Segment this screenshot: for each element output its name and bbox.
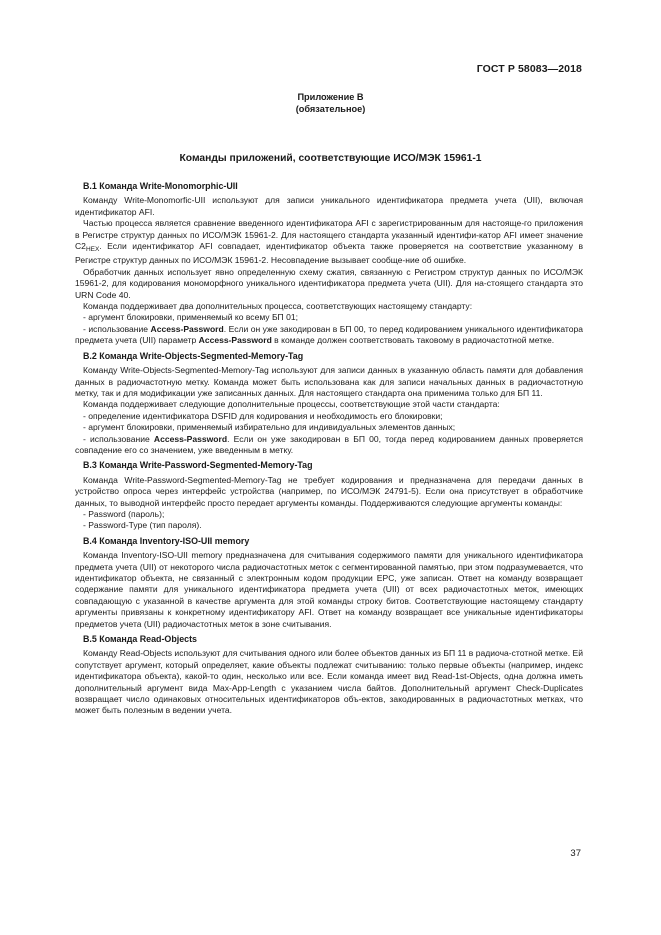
list-item: - Password-Type (тип пароля). xyxy=(83,520,202,531)
document-title: Команды приложений, соответствующие ИСО/МЭК 15961-1 xyxy=(179,153,482,164)
list-item: - определение идентификатора DSFID для кодирования и необходимость его блокировки; xyxy=(83,410,443,421)
paragraph: Команду Write-Objects-Segmented-Memory-Tag используют для записи данных в указанную область памяти для добавления данных в радиочастотную метку. Команда может быть использована как для записи начальных данных в радиочастотную метку, так и для модификации уже записанных данных. Для настоящего стандарта она применима только для БП 11. xyxy=(75,365,583,398)
paragraph: Команду Read-Objects используют для считывания одного или более объектов данных из БП 11 в радиоча-стотной метке. Ей сопутствует аргумент, который определяет, какие объекты подлежат считыванию: только первые объекты (например, индекс идентификатора объекта), какой-то один, несколько или все. Если команда имеет вид Read-1st-Objects, одна должна иметь дополнительный аргумент вида Max-App-Length с указанием числа байтов. Дополнительный аргумент Check-Duplicates возвращает число одинаковых относительных идентификаторов объ-ектов, закодированных в радиочастотных метках, что может быть полезным в ведении учета. xyxy=(75,648,583,716)
paragraph: Обработчик данных использует явно определенную схему сжатия, связанную с Регистром структур данных по ИСО/МЭК 15961-2, для кодирования мономорфного уникального идентификатора предмета учета (UII). Для на-стоящего стандарта это URN Code 40. xyxy=(75,266,583,300)
text-run: . Если идентификатор AFI совпадает, идентификатор объекта также проверяется на соответствие указанному в Регистре структур данных по ИСО/МЭК 15961-2. Несовпадение вызывает сообще-ние об ошибке. xyxy=(75,241,583,266)
paragraph: Команда поддерживает два дополнительных процесса, соответствующих настоящему стандарту: xyxy=(83,301,473,312)
paragraph xyxy=(75,218,583,267)
text-run: . Если он уже закодирован в БП 00, тогда перед кодированием данных проверяется совпадение его со значением, уже введенным в метку. xyxy=(75,433,583,455)
text-run: - использование xyxy=(83,323,151,334)
text-run: Частью процесса является сравнение введенного идентификатора AFI с зарегистрированным для настояще-го приложения в Регистре структур данных по ИСО/МЭК 15961-2. Для настоящего стандарта указанный идентифи-катор AFI имеет значение C2 xyxy=(75,218,583,252)
text-run: - использование xyxy=(83,433,154,444)
paragraph: Команду Write-Monomorfic-UII используют для записи уникального идентификатора предмета учета (UII), включая идентификатор AFI. xyxy=(75,195,583,217)
page-number: 37 xyxy=(570,848,581,859)
paragraph: Команда Write-Password-Segmented-Memory-Tag не требует кодирования и предназначена для передачи данных в устройство опроса через интерфейс устройства (например, по ИСО/МЭК 24791-5). Если она присутствует в обработчике данных, то выводной интерфейс просто передает аргументы команды. Поддерживаются следующие аргументы команды: xyxy=(75,474,583,508)
list-item: - аргумент блокировки, применяемый ко всему БП 01; xyxy=(83,312,298,323)
bold-term: Access-Password xyxy=(153,433,228,444)
section-heading: В.5 Команда Read-Objects xyxy=(83,634,197,645)
list-item: - Password (пароль); xyxy=(83,508,165,519)
list-item: - аргумент блокировки, применяемый избирательно для индивидуальных элементов данных; xyxy=(83,422,456,433)
bold-term: Access-Password xyxy=(150,323,224,334)
paragraph: Команда Inventory-ISO-UII memory предназначена для считывания содержимого памяти для уникального идентификатора предмета учета (UII) от некоторого числа радиочастотных меток с сегментированной памятью, при этом подразумевается, что идентификатор объекта, не связанный с электронным кодом продукции EPC, уже записан. Ответ на команду возвращает содержание памяти для уникального идентификатора предмета учета (UII) от всех радиочастотных меток, имеющих совпадающую с указанной в качестве аргумента для этой команды строку битов. Соответствующие настоящему стандарту аргументы привязаны к конкретному идентификатору AFI. Ответ на команду возвращает все уникальные идентификаторы предметов учета (UII) радиочастотных меток в зоне считывания. xyxy=(75,550,583,629)
appendix-title: Приложение В xyxy=(297,92,364,102)
section-heading: В.4 Команда Inventory-ISO-UII memory xyxy=(83,535,250,546)
document-body xyxy=(75,181,583,717)
section-heading: В.3 Команда Write-Password-Segmented-Memory-Tag xyxy=(83,460,313,471)
subscript: HEX xyxy=(85,246,100,254)
text-run: . Если он уже закодирован в БП 00, то перед кодированием уникального идентификатора предмета учета (UII) параметр xyxy=(75,323,583,346)
bold-term: Access-Password xyxy=(198,335,272,346)
appendix-subtitle: (обязательное) xyxy=(295,104,366,114)
list-item xyxy=(75,434,583,457)
text-run: в команде должен соответствовать таковому в радиочастотной метке. xyxy=(271,335,555,346)
paragraph: Команда поддерживает следующие дополнительные процессы, соответствующие этой части стандарта: xyxy=(83,399,500,410)
section-heading: В.2 Команда Write-Objects-Segmented-Memory-Tag xyxy=(83,350,304,361)
list-item xyxy=(75,324,583,347)
section-heading: В.1 Команда Write-Monomorphic-UII xyxy=(83,181,238,191)
standard-number: ГОСТ Р 58083—2018 xyxy=(476,63,582,75)
